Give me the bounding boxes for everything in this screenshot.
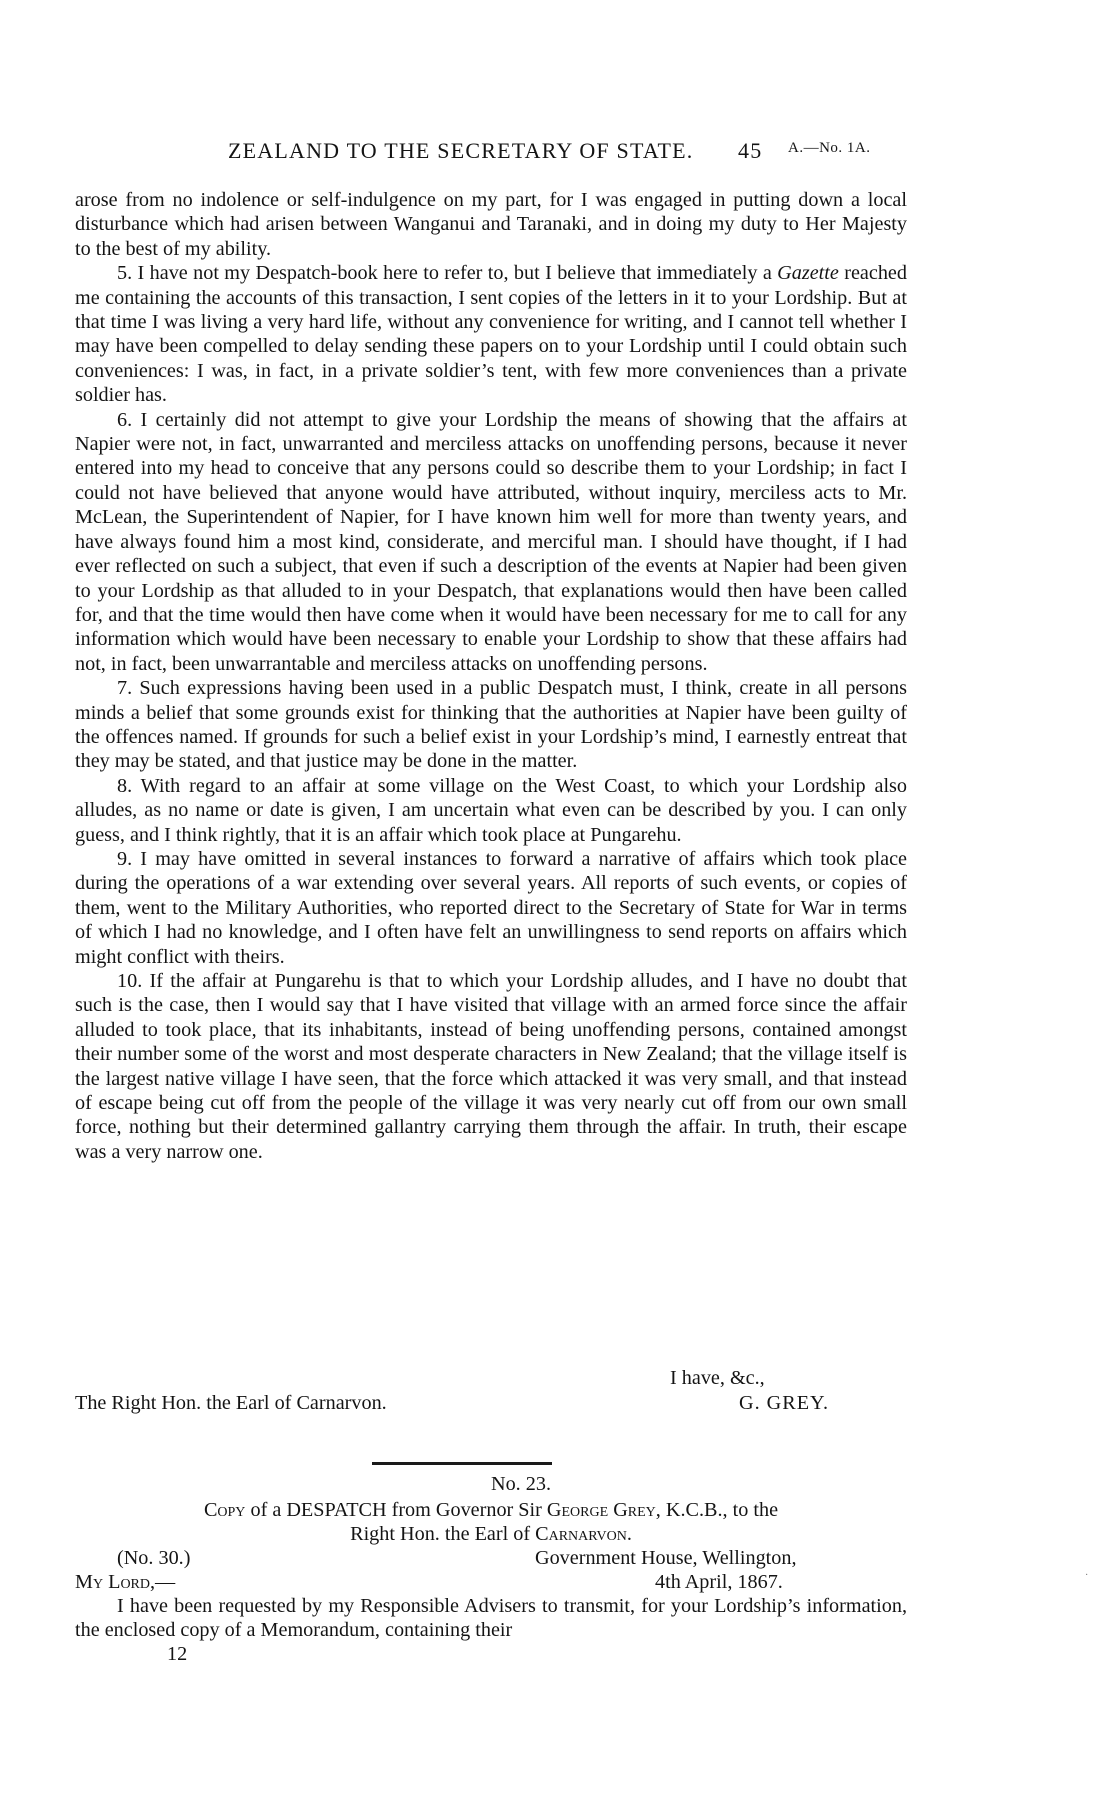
heading-copy-word: Copy [203,1499,246,1521]
despatch-ref-row [75,1546,907,1570]
paragraph-10: 10. If the affair at Pungarehu is that to which your Lordship alludes, and I have no doubt that such is the case, then I would say that I have visited that village with an armed force since the affair alluded to took place, that its inhabitants, instead of being unoffending persons, contained amongst their number some of the worst and most desperate characters in New Zealand; that the village itself is the largest native village I have seen, that the force which attacked it was very small, and that instead of escape being cut off from the people of the village it was very nearly cut off from our own small force, nothing but their determined gallantry carrying them through the affair. In truth, their escape was a very narrow one. [75,970,907,1163]
folio-number: 12 [167,1643,188,1665]
paragraph-5-part-a: 5. I have not my Despatch-book here to refer to, but I believe that immediately a [117,262,778,285]
running-header [228,138,928,168]
closing-formula: I have, &c., [670,1367,765,1389]
letter-body [75,188,907,1164]
paragraph-5-part-b: reached me containing the accounts of this transaction, I sent copies of the letters in it to your Lordship. But at that time I was living a very hard life, without any convenience for writing, and I cannot tell whether I may have been compelled to delay sending these papers on to your Lordship until I could obtain such conveniences: I was, in fact, in a private soldier’s tent, with few more conveniences than a private soldier has. [75,262,907,407]
addressee: The Right Hon. the Earl of Carnarvon. [75,1392,387,1414]
paragraph-continued: arose from no indolence or self-indulgence on my part, for I was engaged in putting down a local disturbance which had arisen between Wanganui and Taranaki, and in doing my duty to Her Majesty to the best of my ability. [75,189,907,260]
section-divider [372,1462,552,1465]
margin-mark: · [1085,1570,1089,1581]
salutation: My Lord,— [75,1571,176,1593]
signature: G. GREY. [739,1392,830,1414]
despatch-section [75,1472,907,1666]
document-reference: A.—No. 1A. [788,140,871,156]
paragraph-8: 8. With regard to an affair at some village on the West Coast, to which your Lordship also alludes, as no name or date is given, I am uncertain what even can be described by you. I can only guess, and I think rightly, that it is an affair which took place at Pungarehu. [75,774,907,846]
header-title: ZEALAND TO THE SECRETARY OF STATE. [228,138,694,163]
despatch-number: No. 23. [490,1473,551,1495]
despatch-salutation-row [75,1570,907,1594]
letter-closing [75,1366,907,1426]
despatch-ref: (No. 30.) [117,1547,191,1569]
heading-governor-name: George Grey [546,1499,656,1521]
heading-part-c: Right Hon. the Earl of [350,1523,536,1545]
heading-part-b: , K.C.B., to the [655,1499,779,1521]
despatch-place: Government House, Wellington, [535,1547,797,1569]
paragraph-9: 9. I may have omitted in several instances to forward a narrative of affairs which took place during the operations of a war extending over several years. All reports of such events, or copies of them, went to the Military Authorities, who reported direct to the Secretary of State for War in terms of which I had no knowledge, and I often have felt an unwillingness to send reports on affairs which might conflict with theirs. [75,847,907,968]
despatch-heading [75,1498,907,1546]
heading-end: . [626,1523,632,1545]
despatch-date: 4th April, 1867. [655,1571,783,1593]
paragraph-7: 7. Such expressions having been used in a public Despatch must, I think, create in all persons minds a belief that some grounds exist for thinking that the authorities at Napier have been guilty of the offences named. If grounds for such a belief exist in your Lordship’s mind, I earnestly entreat that they may be stated, and that justice may be done in the matter. [75,677,907,773]
despatch-body: I have been requested by my Responsible Advisers to transmit, for your Lordship’s information, the enclosed copy of a Memorandum, containing their [75,1595,907,1641]
gazette-italic: Gazette [777,262,839,285]
page-number: 45 [738,138,763,163]
paragraph-6: 6. I certainly did not attempt to give your Lordship the means of showing that the affairs at Napier were not, in fact, unwarranted and merciless attacks on unoffending persons, because it never entered into my head to conceive that any persons could so describe them to your Lordship; in fact I could not have believed that anyone would have attributed, without inquiry, merciless acts to Mr. McLean, the Superintendent of Napier, for I have known him well for more than twenty years, and have always found him a most kind, considerate, and merciful man. I should have thought, if I had ever reflected on such a subject, that even if such a description of the events at Napier had been given to your Lordship as that alluded to in your Despatch, that explanations would then have been called for, and that the time would then have come when it would have been necessary for me to call for any information which would have been necessary to enable your Lordship to show that these affairs had not, in fact, been unwarrantable and merciless attacks on unoffending persons. [75,408,907,675]
heading-part-a: of a DESPATCH from Governor Sir [245,1499,547,1521]
paragraph-5 [75,261,907,407]
heading-earl-name: Carnarvon [535,1523,627,1545]
